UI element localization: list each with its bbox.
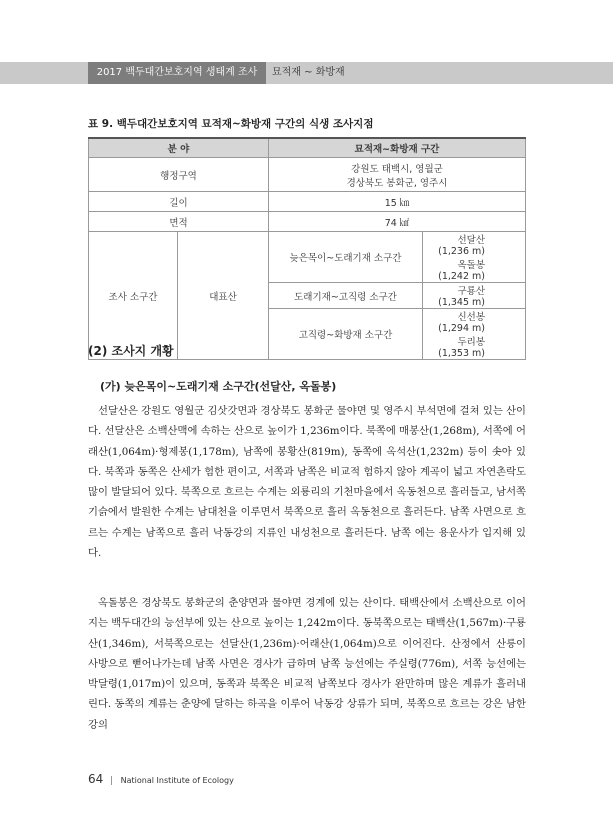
subsection-heading: (가) 늦은목이~도래기재 소구간(선달산, 옥돌봉) xyxy=(100,380,337,393)
paragraph-okdolbong: 옥돌봉은 경상북도 봉화군의 춘양면과 물야면 경계에 있는 산이다. 태백산에서 소백산으로 이어지는 백두대간의 능선부에 있는 산으로 높이는 1,242m이다. 동북쪽으로는 태백산(1,567m)·구룡산(1,346m), 서북쪽으로는 선달산(1,236m)·어래산(1,064m)으로 이어진다. 산정에서 산릉이 사방으로 뻗어나가는데 남쪽 사면은 경사가 급하며 남쪽 능선에는 주실령(776m), 서쪽 능선에는 박달령(1,017m)이 있으며, 동쪽과 북쪽은 비교적 남쪽보다 경사가 완만하며 많은 계류가 흘러내린다. 동쪽의 계류는 춘양에 달하는 하곡을 이루어 낙동강 상류가 되며, 북쪽으로 흐르는 강은 남한강의 xyxy=(88,597,526,731)
page-number: 64 xyxy=(88,772,104,786)
admin-line1: 강원도 태백시, 영월군 xyxy=(351,163,443,175)
admin-label: 행정구역 xyxy=(89,158,269,192)
representative-label: 대표산 xyxy=(178,232,269,360)
page-footer xyxy=(88,772,234,786)
area-value: 74 ㎢ xyxy=(269,212,526,232)
peak: 구룡산(1,345 m) xyxy=(438,286,485,308)
area-label: 면적 xyxy=(89,212,269,232)
sub-section-name: 고직령~화방재 소구간 xyxy=(269,309,423,360)
peak: 선달산(1,236 m) xyxy=(438,235,485,257)
sub-section-peaks xyxy=(423,309,526,360)
admin-value xyxy=(269,158,526,192)
peak: 신선봉(1,294 m) xyxy=(438,312,485,334)
length-label: 길이 xyxy=(89,192,269,212)
sub-section-peaks xyxy=(423,283,526,309)
footer-divider xyxy=(111,776,112,785)
peak: 옥돌봉(1,242 m) xyxy=(438,260,485,282)
sub-section-name: 늦은목이~도래기재 소구간 xyxy=(269,232,423,283)
report-title: 2017 백두대간보호지역 생태계 조사 xyxy=(88,62,266,84)
paragraph-seondalsan: 선달산은 강원도 영월군 김삿갓면과 경상북도 봉화군 물야면 및 영주시 부석면에 걸쳐 있는 산이다. 선달산은 소백산맥에 속하는 산으로 높이가 1,236m이다. 북쪽에 매봉산(1,268m), 서쪽에 어래산(1,064m)·형제봉(1,178m), 남쪽에 봉황산(819m), 동쪽에 옥석산(1,232m) 등이 솟아 있다. 북쪽과 동쪽은 산세가 험한 편이고, 서쪽과 남쪽은 비교적 험하지 않아 계곡이 넓고 자연촌락도 많이 발달되어 있다. 북쪽으로 흐르는 수계는 외룡리의 기천마을에서 옥동천으로 흘러들고, 남서쪽 기슭에서 발원한 수계는 남대천을 이루면서 북쪽으로 흘러 옥동천으로 흘러든다. 남쪽 사면으로 흐르는 수계는 남쪽으로 흘러 낙동강의 지류인 내성천으로 흘러든다. 남쪽 에는 용운사가 입지해 있다. xyxy=(88,405,526,560)
survey-label: 조사 소구간 xyxy=(89,232,178,360)
sub-section-name: 도래기재~고직령 소구간 xyxy=(269,283,423,309)
sub-section-peaks xyxy=(423,232,526,283)
admin-line2: 경상북도 봉화군, 영주시 xyxy=(346,177,448,189)
col-header-category: 분 야 xyxy=(89,138,269,158)
length-value: 15 ㎞ xyxy=(269,192,526,212)
table-caption: 표 9. 백두대간보호지역 묘적재~화방재 구간의 식생 조사지점 xyxy=(88,118,374,130)
section-name: 묘적재 ~ 화방재 xyxy=(272,67,345,78)
peak: 두리봉(1,353 m) xyxy=(438,337,485,359)
organization-name: National Institute of Ecology xyxy=(120,776,234,785)
section-heading: (2) 조사지 개황 xyxy=(88,344,174,358)
col-header-section: 묘적재~화방재 구간 xyxy=(269,138,526,158)
survey-sites-table xyxy=(88,137,526,360)
